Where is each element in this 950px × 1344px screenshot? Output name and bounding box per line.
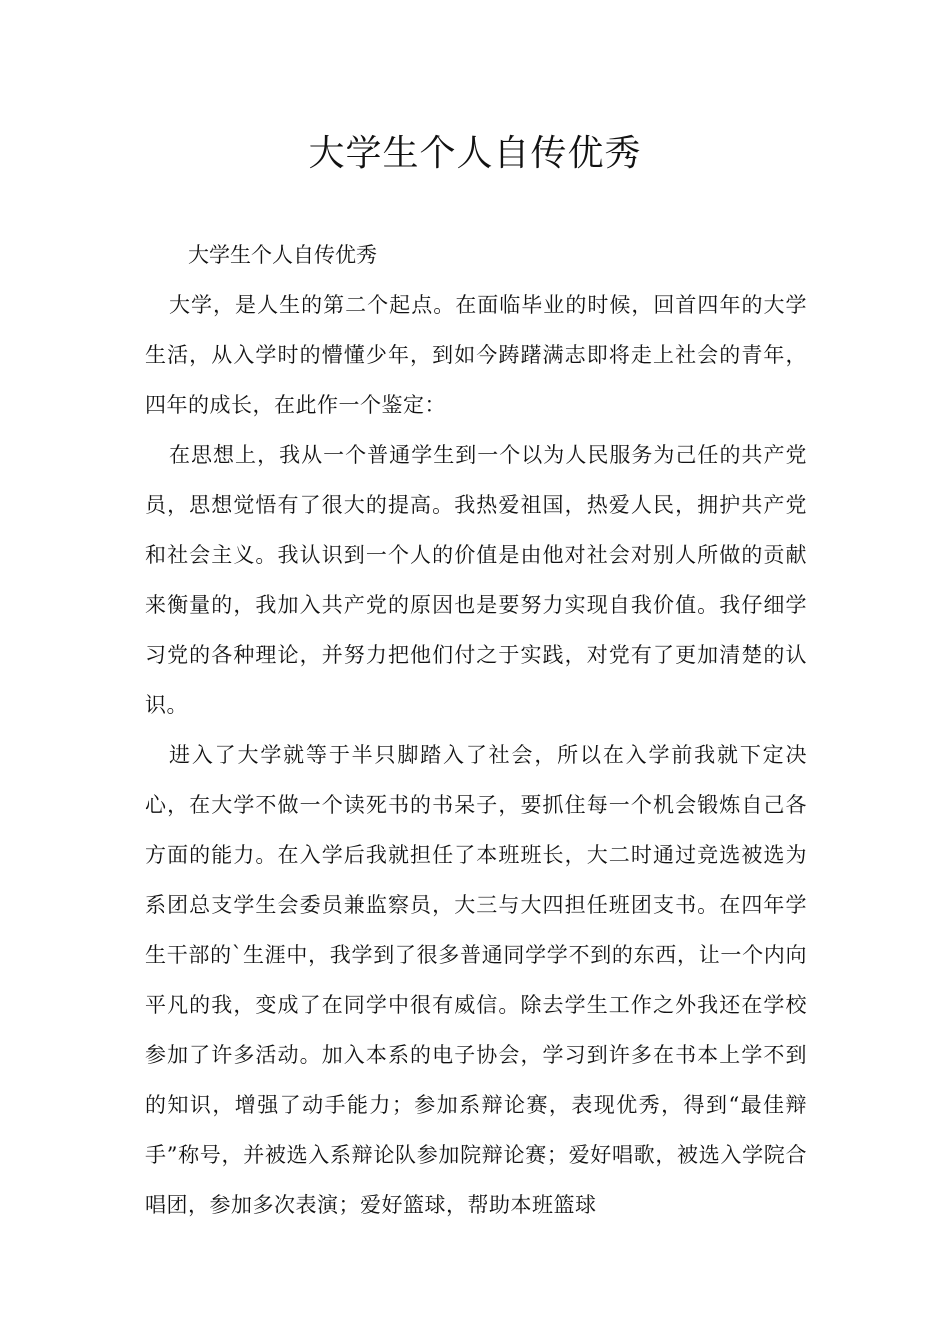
document-body — [145, 230, 807, 1230]
paragraph-intro: 大学，是人生的第二个起点。在面临毕业的时候，回首四年的大学生活，从入学时的懵懂少年，到如今踌躇满志即将走上社会的青年，四年的成长，在此作一个鉴定： — [145, 293, 807, 417]
paragraph-thought: 在思想上，我从一个普通学生到一个以为人民服务为己任的共产党员，思想觉悟有了很大的提高。我热爱祖国，热爱人民，拥护共产党和社会主义。我认识到一个人的价值是由他对社会对别人所做的贡献来衡量的，我加入共产党的原因也是要努力实现自我价值。我仔细学习党的各种理论，并努力把他们付之于实践，对党有了更加清楚的认识。 — [145, 443, 807, 717]
document-title: 大学生个人自传优秀 — [308, 133, 642, 174]
document-subtitle: 大学生个人自传优秀 — [188, 243, 377, 267]
paragraph-activities: 进入了大学就等于半只脚踏入了社会，所以在入学前我就下定决心，在大学不做一个读死书的书呆子，要抓住每一个机会锻炼自己各方面的能力。在入学后我就担任了本班班长，大二时通过竞选被选为系团总支学生会委员兼监察员，大三与大四担任班团支书。在四年学生干部的`生涯中，我学到了很多普通同学学不到的东西，让一个内向平凡的我，变成了在同学中很有威信。除去学生工作之外我还在学校参加了许多活动。加入本系的电子协会，学习到许多在书本上学不到的知识，增强了动手能力；参加系辩论赛，表现优秀，得到“最佳辩手”称号，并被选入系辩论队参加院辩论赛；爱好唱歌，被选入学院合唱团，参加多次表演；爱好篮球，帮助本班篮球 — [145, 743, 807, 1217]
